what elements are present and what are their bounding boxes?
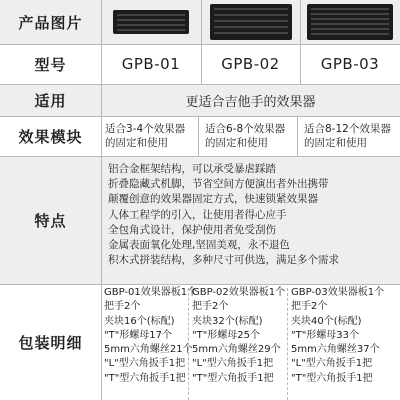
pedalboard-image-1 <box>111 6 191 38</box>
label-column-divider <box>101 0 102 400</box>
usage-text: 更适合吉他手的效果器 <box>185 94 316 110</box>
row-divider <box>0 284 400 285</box>
packing-item: GBP-02效果器板1个 <box>192 287 286 298</box>
model-gpb-01: GPB-01 <box>121 55 181 73</box>
packing-item: 把手2个 <box>291 301 328 313</box>
module-gpb-01-line-1: 适合3-4个效果器 <box>105 123 186 135</box>
packing-item: "L"型六角扳手1把 <box>192 358 274 370</box>
packing-item: 5mm六角螺丝21个 <box>104 344 193 356</box>
column-divider-dashed <box>188 288 189 400</box>
packing-item: "T"型六角扳手1把 <box>104 372 186 384</box>
row-divider <box>0 84 400 85</box>
row-divider <box>0 44 400 45</box>
label-usage: 适用 <box>34 91 67 110</box>
packing-item: 5mm六角螺丝29个 <box>192 344 281 356</box>
module-gpb-02 <box>201 116 300 156</box>
packing-gpb-01 <box>104 286 197 386</box>
packing-item: 5mm六角螺丝37个 <box>291 344 380 356</box>
packing-item: "T"形螺母17个 <box>104 329 173 341</box>
feature-item: 颠覆创意的效果器固定方式，快速锁紧效果器 <box>108 193 318 206</box>
column-divider <box>297 116 298 156</box>
packing-item: "T"型六角扳手1把 <box>192 372 274 384</box>
module-gpb-03 <box>300 116 400 156</box>
label-model: 型号 <box>34 55 67 74</box>
packing-item: "T"形螺母33个 <box>291 329 360 341</box>
packing-gpb-03 <box>291 286 384 386</box>
model-gpb-03: GPB-03 <box>320 55 380 73</box>
row-divider <box>0 116 400 117</box>
packing-item: 夹块40个(标配) <box>291 315 362 327</box>
product-image-gpb-03 <box>300 0 400 44</box>
label-features: 特点 <box>34 211 67 230</box>
feature-item: 金属表面氧化处理,坚固美观，永不退色 <box>108 239 290 252</box>
product-image-gpb-01 <box>101 0 201 44</box>
packing-item: "T"型六角扳手1把 <box>291 372 373 384</box>
column-divider-dashed <box>287 288 288 400</box>
packing-item: 夹块16个(标配) <box>104 315 175 327</box>
row-divider <box>0 156 400 157</box>
packing-item: GBP-01效果器板1个 <box>104 287 198 298</box>
model-gpb-02: GPB-02 <box>221 55 280 73</box>
module-gpb-02-line-1: 适合6-8个效果器 <box>205 123 286 135</box>
feature-item: 全包角式设计，保护使用者免受刮伤 <box>108 223 276 236</box>
module-gpb-03-line-1: 适合8-12个效果器 <box>304 123 391 135</box>
row-packing-list <box>0 284 400 400</box>
feature-item: 铝合金框架结构，可以承受暴虐踩踏 <box>108 163 276 175</box>
feature-item: 折叠隐藏式机脚，节省空间方便演出者外出携带 <box>108 178 329 191</box>
pedalboard-image-2 <box>208 2 294 42</box>
row-features <box>0 156 400 284</box>
packing-item: "T"形螺母25个 <box>192 329 261 341</box>
feature-item: 积木式拼装结构，多种尺寸可供选，满足多个需求 <box>108 254 339 267</box>
packing-item: "L"型六角扳手1把 <box>104 358 186 370</box>
label-product-image: 产品图片 <box>18 13 83 32</box>
column-divider <box>201 0 202 84</box>
module-gpb-01-line-2: 的固定和使用 <box>105 137 168 149</box>
row-usage <box>0 84 400 116</box>
product-image-gpb-02 <box>201 0 300 44</box>
features-list <box>108 162 339 268</box>
module-gpb-02-line-2: 的固定和使用 <box>205 137 268 149</box>
row-product-image <box>0 0 400 44</box>
column-divider <box>198 116 199 156</box>
module-gpb-03-line-2: 的固定和使用 <box>304 137 367 149</box>
packing-item: 夹块32个(标配) <box>192 315 263 327</box>
packing-item: 把手2个 <box>104 301 141 313</box>
module-gpb-01 <box>101 116 201 156</box>
label-packing-list: 包装明细 <box>18 333 83 352</box>
packing-item: "L"型六角扳手1把 <box>291 358 373 370</box>
pedalboard-image-3 <box>305 2 395 42</box>
row-model <box>0 44 400 84</box>
packing-gpb-02 <box>192 286 285 386</box>
row-effect-module <box>0 116 400 156</box>
packing-item: 把手2个 <box>192 301 229 313</box>
column-divider <box>300 0 301 84</box>
packing-item: GBP-03效果器板1个 <box>291 287 385 298</box>
label-effect-module: 效果模块 <box>18 127 83 146</box>
feature-item: 人体工程学的引入，让使用者得心应手 <box>108 208 287 221</box>
